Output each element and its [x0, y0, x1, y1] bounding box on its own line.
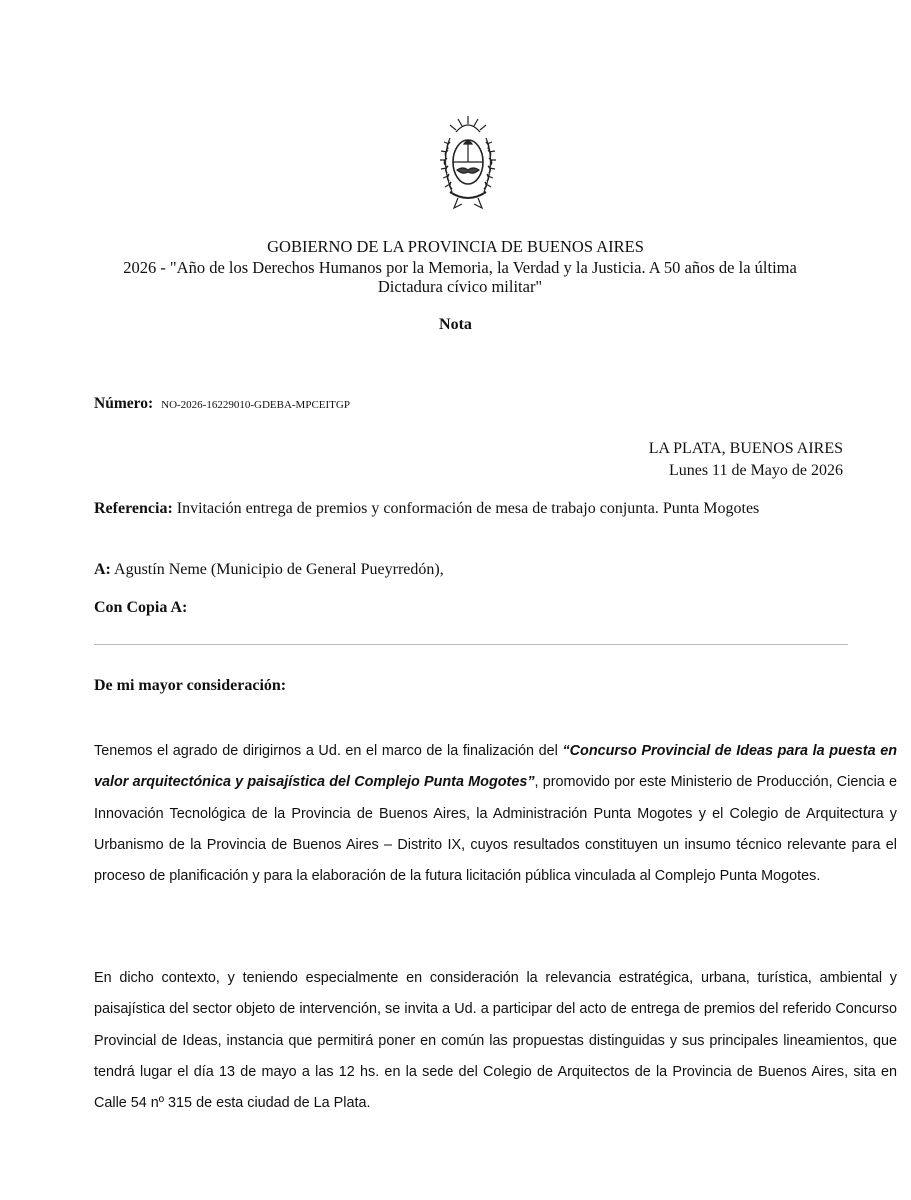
document-type: Nota	[439, 316, 472, 333]
cc-label: Con Copia A:	[94, 599, 188, 616]
recipient-line	[94, 561, 444, 579]
government-title: GOBIERNO DE LA PROVINCIA DE BUENOS AIRES	[267, 237, 644, 256]
coat-of-arms-icon	[436, 112, 500, 212]
p1-intro: Tenemos el agrado de dirigirnos a Ud. en el marco de la finalización del	[94, 743, 563, 759]
referencia-value: Invitación entrega de premios y conformación de mesa de trabajo conjunta. Punta Mogotes	[176, 500, 760, 517]
reference-line	[94, 500, 759, 518]
referencia-label: Referencia:	[94, 500, 173, 517]
greeting	[94, 677, 286, 695]
p1-contest-name: “Concurso Provincial de Ideas para la puesta en valor arquitectónica y paisajística del Complejo Punta Mogotes”	[94, 743, 897, 791]
paragraph-1	[94, 736, 897, 892]
p1-rest: , promovido por este Ministerio de Producción, Ciencia e Innovación Tecnológica de la Provincia de Buenos Aires, la Administración Punta Mogotes y el Colegio de Arquitectura y Urbanismo de la Provincia de Buenos Aires – Distrito IX, cuyos resultados constituyen un insumo técnico relevante para el proceso de planificación y para la elaboración de la futura licitación pública vinculada al Complejo Punta Mogotes.	[94, 774, 897, 885]
to-label: A:	[94, 561, 111, 578]
year-motto: 2026 - "Año de los Derechos Humanos por la Memoria, la Verdad y la Justicia. A 50 años de la última Dictadura cívico militar"	[123, 258, 797, 296]
divider	[94, 644, 848, 645]
place-and-date	[649, 438, 843, 482]
to-value: Agustín Neme (Municipio de General Pueyrredón),	[114, 561, 444, 578]
paragraph-2: En dicho contexto, y teniendo especialmente en consideración la relevancia estratégica, urbana, turística, ambiental y paisajística del sector objeto de intervención, se invita a Ud. a participar del acto de entrega de premios del referido Concurso Provincial de Ideas, instancia que permitirá poner en común las propuestas distinguidas y sus principales lineamientos, que tendrá lugar el día 13 de mayo a las 12 hs. en la sede del Colegio de Arquitectos de la Provincia de Buenos Aires, sita en Calle 54 nº 315 de esta ciudad de La Plata.	[94, 970, 897, 1112]
place: LA PLATA, BUENOS AIRES	[648, 440, 843, 457]
greeting-text: De mi mayor consideración:	[94, 677, 287, 694]
numero-value: NO-2026-16229010-GDEBA-MPCEITGP	[161, 399, 350, 411]
cc-line	[94, 599, 187, 617]
date: Lunes 11 de Mayo de 2026	[668, 462, 843, 479]
document-number	[94, 395, 350, 413]
numero-label: Número:	[94, 395, 154, 412]
